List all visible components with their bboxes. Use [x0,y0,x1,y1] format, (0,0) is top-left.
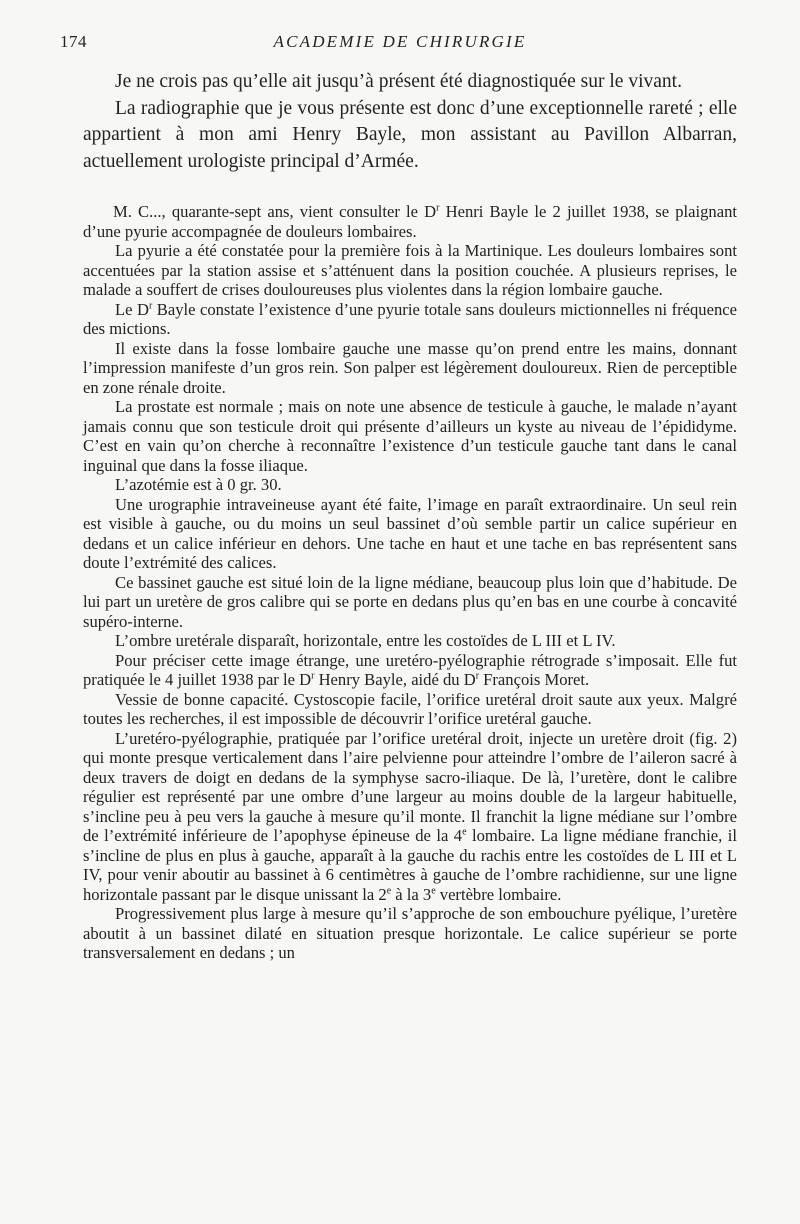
page-header [60,32,740,56]
text-run: Le D [115,299,149,319]
paragraph [83,339,737,398]
text-run: L’uretéro-pyélographie, pratiquée par l’orifice uretéral droit, injecte un uretère droit (fig. 2) qui monte presque verticalement dans l’aire pelvienne pour atteindre l’ombre de l’aileron sacré à deux travers de doigt en dedans de la symphyse sacro-iliaque. De là, l’uretère, dont le calibre régulier est représenté par une ombre d’une largeur au moins double de la largeur habituelle, s’incline peu à peu vers la gauche à mesure qu’il monte. Il franchit la ligne médiane sur l’ombre de l’extrémité inférieure de l’apophyse épineuse de la 4 [83,728,737,845]
paragraph [83,651,737,690]
paragraph [83,573,737,632]
text-run: Progressivement plus large à mesure qu’il s’approche de son embouchure pyélique, l’uretère aboutit à un bassinet dilaté en situation presque horizontale. Le calice supérieur se porte transversalement en dedans ; un [83,904,737,962]
text-run: Henri Bayle le 2 juillet 1938, se plaignant d’une pyurie accompagnée de douleurs lombaires. [83,202,737,241]
text-run: Une urographie intraveineuse ayant été faite, l’image en paraît extraordinaire. Un seul rein est visible à gauche, ou du moins un seul bassinet d’où semble partir un calice supérieur en dedans et un calice inférieur en dehors. Une tache en haut et une tache en bas représentent sans doute l’extrémité des calices. [83,494,737,572]
text-run: François Moret. [479,670,590,689]
text-run: Il existe dans la fosse lombaire gauche une masse qu’on prend entre les mains, donnant l’impression manifeste d’un gros rein. Son palper est légèrement douloureux. Rien de perceptible en zone rénale droite. [83,338,737,397]
superscript: r [311,670,315,682]
paragraph [83,729,737,905]
superscript: e [462,826,467,838]
paragraph [83,631,737,651]
paragraph: La radiographie que je vous présente est donc d’une exceptionnelle rareté ; elle appartient à mon ami Henry Bayle, mon assistant au Pavillon Albarran, actuellement urologiste principal d’Armée. [83,97,737,172]
paragraph [83,202,737,241]
superscript: e [386,884,392,896]
page-number: 174 [60,32,87,51]
text-run: lombaire. La ligne médiane franchie, il s’incline de plus en plus à gauche, apparaît à la gauche du rachis entre les costoïdes de L III et L IV, pour venir aboutir au bassinet à 6 centimètres à gauche de l’ombre rachidienne, sur une ligne horizontale passant par le disque unissant la 2 [83,826,737,904]
text-run: Henry Bayle, aidé du D [314,670,476,689]
text-run: Ce bassinet gauche est situé loin de la ligne médiane, beaucoup plus loin que d’habitude. De lui part un uretère de gros calibre qui se porte en dedans plus qu’en bas en une courbe à concavité supéro-interne. [83,572,737,631]
paragraph [83,495,737,573]
text-run: L’azotémie est à 0 gr. 30. [115,475,282,494]
text-run: La prostate est normale ; mais on note une absence de testicule à gauche, le malade n’ayant jamais connu que son testicule droit qui présente d’ailleurs un kyste au niveau de l’épididyme. C’est en vain qu’on cherche à reconnaître l’existence d’un testicule gauche tant dans le canal inguinal que dans la fosse iliaque. [83,397,737,475]
superscript: r [436,202,440,214]
text-run: à la 3 [391,884,432,904]
text-run: La pyurie a été constatée pour la première fois à la Martinique. Les douleurs lombaires sont accentuées par la station assise et s’atténuent dans la position couchée. A plusieurs reprises, le malade a souffert de crises douloureuses plus violentes dans la région lombaire gauche. [83,241,737,299]
intro-text [83,69,737,175]
text-run: vertèbre lombaire. [435,884,562,904]
case-report-text [83,202,737,963]
paragraph [83,690,737,729]
superscript: r [148,299,153,311]
text-run: M. C..., quarante-sept ans, vient consulter le D [113,202,437,221]
text-run: Pour préciser cette image étrange, une uretéro-pyélographie rétrograde s’imposait. Elle fut pratiquée le 4 juillet 1938 par le D [83,650,737,689]
paragraph: Je ne crois pas qu’elle ait jusqu’à présent été diagnostiquée sur le vivant. [115,71,682,92]
text-run: Vessie de bonne capacité. Cystoscopie facile, l’orifice uretéral droit saute aux yeux. Malgré toutes les recherches, il est impossible de découvrir l’orifice uretéral gauche. [83,689,737,728]
paragraph [83,475,737,495]
text-run: Bayle constate l’existence d’une pyurie totale sans douleurs mictionnelles ni fréquence des mictions. [83,299,737,338]
paragraph [83,300,737,339]
paragraph [83,241,737,300]
paragraph [83,397,737,475]
superscript: e [431,884,436,896]
superscript: r [475,670,480,682]
running-title: ACADEMIE DE CHIRURGIE [273,32,527,51]
text-run: L’ombre uretérale disparaît, horizontale, entre les costoïdes de L III et L IV. [115,631,616,650]
paragraph [83,904,737,963]
